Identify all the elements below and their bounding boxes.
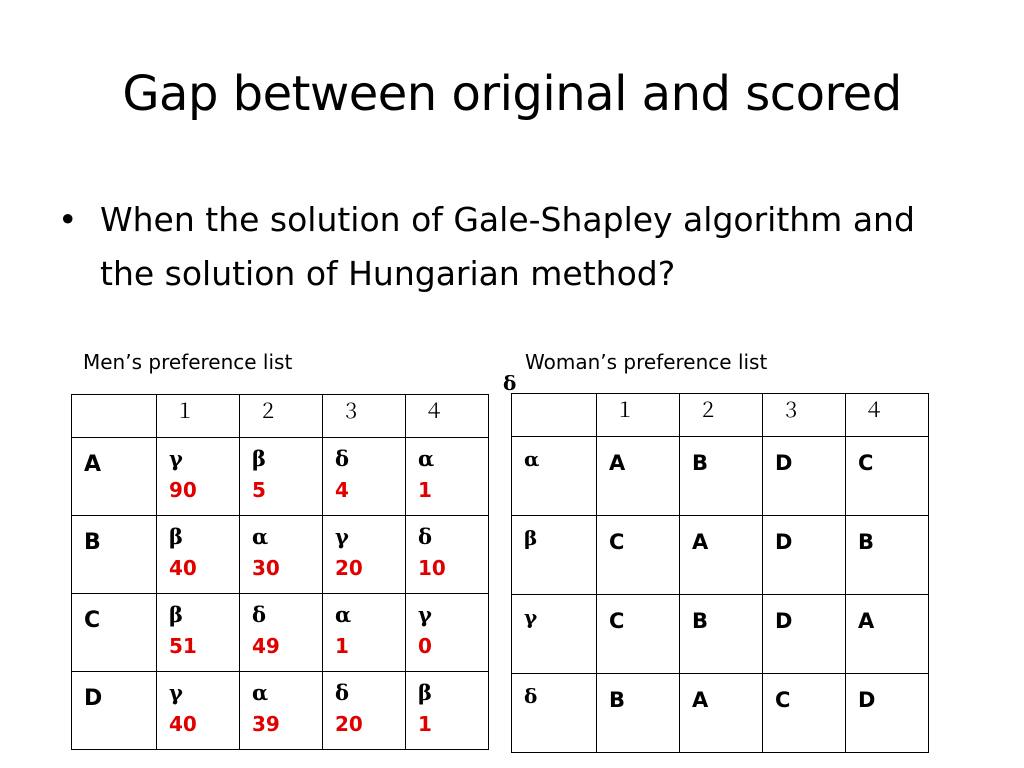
men-header-cell [240,395,323,438]
preferred-man: C [609,530,625,554]
women-pref-cell [597,595,680,674]
preference-score: 1 [335,634,349,658]
preferred-man: B [692,451,709,475]
preferred-woman: α [418,446,435,471]
men-pref-cell [157,516,240,594]
men-table-caption: Men’s preference list [83,350,293,374]
preferred-woman: β [418,680,432,705]
bullet-icon: • [58,200,78,239]
men-header-label: １ [175,399,195,423]
women-header-cell [597,394,680,437]
men-row-A [72,438,489,516]
preferred-man: A [609,451,626,475]
women-pref-cell [680,437,763,516]
preferred-woman: δ [418,524,433,549]
women-pref-cell [763,516,846,595]
women-row-label-cell [512,516,597,595]
men-pref-cell [157,672,240,750]
women-row-label: δ [524,684,538,708]
preferred-woman: α [252,680,269,705]
men-header-label: ４ [424,399,444,423]
preference-score: 90 [169,478,197,502]
preferred-man: C [609,609,625,633]
women-pref-cell [680,595,763,674]
men-header-cell [323,395,406,438]
women-pref-cell [680,674,763,753]
preference-score: 20 [335,556,363,580]
women-pref-cell [680,516,763,595]
slide-title: Gap between original and scored [122,66,902,122]
preferred-woman: β [169,524,183,549]
women-header-label: ２ [698,398,718,422]
preferred-woman: γ [335,524,349,549]
preference-score: 51 [169,634,197,658]
women-header-cell [763,394,846,437]
men-pref-cell [240,672,323,750]
women-table-caption: Woman’s preference list [525,350,768,374]
preferred-man: A [858,609,875,633]
men-pref-cell [323,672,406,750]
preferred-man: B [858,530,875,554]
women-pref-cell [597,437,680,516]
preferred-man: D [775,530,793,554]
men-pref-cell [406,672,489,750]
men-header-label: ３ [341,399,361,423]
women-header-row [512,394,929,437]
women-pref-cell [846,437,929,516]
women-pref-cell [846,674,929,753]
preferred-woman: β [169,602,183,627]
men-row-label: B [84,530,101,555]
men-pref-cell [323,438,406,516]
men-row-label-cell [72,672,157,750]
preference-score: 1 [418,478,432,502]
preferred-woman: α [335,602,352,627]
men-row-label: C [84,608,101,633]
preference-score: 5 [252,478,266,502]
women-row-label: α [524,447,540,471]
women-header-label: ３ [781,398,801,422]
preferred-man: C [858,451,874,475]
men-row-label: D [84,686,103,711]
men-row-C [72,594,489,672]
women-pref-cell [763,595,846,674]
stray-delta-symbol: δ [503,371,517,395]
preference-score: 40 [169,556,197,580]
men-pref-cell [323,594,406,672]
women-pref-cell [846,516,929,595]
preferred-woman: β [252,446,266,471]
preference-score: 49 [252,634,280,658]
women-row-label: β [524,526,538,550]
preferred-man: D [775,451,793,475]
preference-score: 40 [169,712,197,736]
men-pref-cell [240,516,323,594]
bullet-text: When the solution of Gale-Shapley algorithm and the solution of Hungarian method? [100,200,915,293]
men-pref-cell [240,594,323,672]
women-pref-cell [597,674,680,753]
preferred-woman: δ [335,680,350,705]
preferred-woman: δ [252,602,267,627]
women-header-label: １ [615,398,635,422]
women-row [512,516,929,595]
preference-score: 20 [335,712,363,736]
preference-score: 1 [418,712,432,736]
women-pref-cell [597,516,680,595]
preference-score: 4 [335,478,349,502]
men-row-D [72,672,489,750]
women-header-cell [680,394,763,437]
preference-score: 39 [252,712,280,736]
women-pref-cell [763,674,846,753]
women-row [512,437,929,516]
women-header-cell [846,394,929,437]
preferred-woman: γ [418,602,432,627]
preferred-man: A [692,530,709,554]
preferred-woman: γ [169,446,183,471]
preference-score: 10 [418,556,446,580]
men-preference-table [71,394,489,750]
preferred-man: D [858,688,876,712]
men-pref-cell [406,594,489,672]
men-pref-cell [323,516,406,594]
men-pref-cell [157,594,240,672]
men-header-label: ２ [258,399,278,423]
preferred-woman: γ [169,680,183,705]
women-row-label-cell [512,674,597,753]
preferred-woman: α [252,524,269,549]
women-header-label: ４ [864,398,884,422]
preference-score: 30 [252,556,280,580]
men-pref-cell [157,438,240,516]
preferred-man: B [609,688,626,712]
men-pref-cell [240,438,323,516]
women-row [512,595,929,674]
women-header-cell [512,394,597,437]
preferred-woman: δ [335,446,350,471]
men-row-label-cell [72,516,157,594]
women-row-label: γ [524,605,538,629]
men-row-label-cell [72,594,157,672]
men-pref-cell [406,438,489,516]
men-row-label-cell [72,438,157,516]
men-row-B [72,516,489,594]
men-pref-cell [406,516,489,594]
preferred-man: B [692,609,709,633]
women-row-label-cell [512,595,597,674]
women-preference-table [511,393,929,753]
women-pref-cell [846,595,929,674]
preference-score: 0 [418,634,432,658]
preferred-man: A [692,688,709,712]
women-row [512,674,929,753]
preferred-man: D [775,609,793,633]
preferred-man: C [775,688,791,712]
men-row-label: A [84,452,102,477]
women-row-label-cell [512,437,597,516]
women-pref-cell [763,437,846,516]
men-header-row [72,395,489,438]
men-header-cell [406,395,489,438]
men-header-cell [72,395,157,438]
men-header-cell [157,395,240,438]
